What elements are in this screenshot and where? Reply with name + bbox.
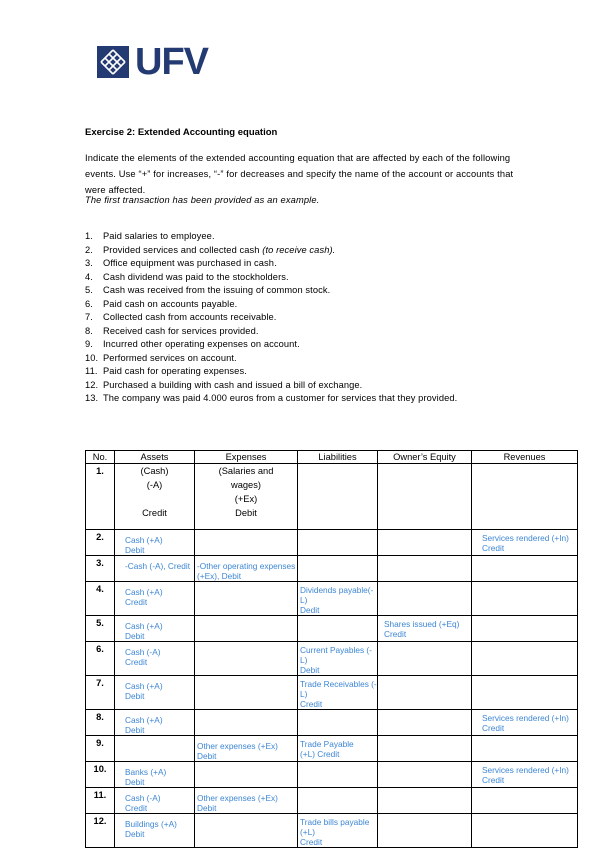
equity-cell xyxy=(378,710,472,736)
revenues-cell: Services rendered (+In) Credit xyxy=(472,762,578,788)
header-expenses: Expenses xyxy=(195,451,298,464)
table-row xyxy=(86,788,578,814)
revenues-cell xyxy=(472,676,578,710)
expenses-cell xyxy=(195,642,298,676)
table-row xyxy=(86,814,578,848)
revenues-cell: Services rendered (+In) Credit xyxy=(472,710,578,736)
revenues-cell xyxy=(472,556,578,582)
expenses-cell xyxy=(195,616,298,642)
row-number: 10. xyxy=(86,762,115,788)
list-item: 6. Paid cash on accounts payable. xyxy=(85,298,238,309)
liabilities-cell xyxy=(298,762,378,788)
equation-table xyxy=(85,450,578,848)
revenues-cell xyxy=(472,642,578,676)
liabilities-cell xyxy=(298,788,378,814)
equity-cell xyxy=(378,556,472,582)
assets-cell: Banks (+A) Debit xyxy=(115,762,195,788)
liabilities-cell: Trade Payable (+L) Credit xyxy=(298,736,378,762)
revenues-cell xyxy=(472,464,578,530)
assets-cell: (Cash) (-A) Credit xyxy=(115,464,195,530)
instructions: Indicate the elements of the extended accounting equation that are affected by each of the following events. Use “+” for increases, “-” for decreases and specify the name of the account or accounts that were affected. xyxy=(85,153,514,195)
assets-cell: Cash (+A) Debit xyxy=(115,710,195,736)
row-number: 2. xyxy=(86,530,115,556)
expenses-cell xyxy=(195,530,298,556)
header-liabilities: Liabilities xyxy=(298,451,378,464)
assets-cell: Cash (+A) Debit xyxy=(115,676,195,710)
example-note: The first transaction has been provided as an example. xyxy=(85,195,320,205)
expenses-cell: -Other operating expenses (+Ex), Debit xyxy=(195,556,298,582)
expenses-cell: Other expenses (+Ex) Debit xyxy=(195,736,298,762)
revenues-cell xyxy=(472,736,578,762)
exercise-title: Exercise 2: Extended Accounting equation xyxy=(85,127,278,138)
list-item: 7. Collected cash from accounts receivable. xyxy=(85,312,277,322)
liabilities-cell xyxy=(298,710,378,736)
equity-cell xyxy=(378,814,472,848)
equity-cell xyxy=(378,464,472,530)
assets-cell: Cash (+A) Credit xyxy=(115,582,195,616)
expenses-cell: Other expenses (+Ex) Debit xyxy=(195,788,298,814)
list-item: 11. Paid cash for operating expenses. xyxy=(85,366,247,376)
list-item: 1. Paid salaries to employee. xyxy=(85,231,215,241)
list-item: 9. Incurred other operating expenses on account. xyxy=(85,339,300,349)
equity-cell: Shares issued (+Eq) Credit xyxy=(378,616,472,642)
table-row xyxy=(86,582,578,616)
equity-cell xyxy=(378,530,472,556)
table-row xyxy=(86,464,578,530)
table-row xyxy=(86,530,578,556)
table-row xyxy=(86,556,578,582)
row-number: 6. xyxy=(86,642,115,676)
assets-cell: -Cash (-A), Credit xyxy=(115,556,195,582)
assets-cell xyxy=(115,736,195,762)
table-row xyxy=(86,676,578,710)
table-row xyxy=(86,642,578,676)
logo-text: UFV xyxy=(135,41,208,83)
equity-cell xyxy=(378,676,472,710)
row-number: 9. xyxy=(86,736,115,762)
liabilities-cell xyxy=(298,530,378,556)
header-assets: Assets xyxy=(115,451,195,464)
assets-cell: Cash (-A) Credit xyxy=(115,788,195,814)
expenses-cell: (Salaries and wages) (+Ex) Debit xyxy=(195,464,298,530)
assets-cell: Cash (-A) Credit xyxy=(115,642,195,676)
list-item: 2. Provided services and collected cash (to receive cash). xyxy=(85,244,336,255)
expenses-cell xyxy=(195,710,298,736)
row-number: 7. xyxy=(86,676,115,710)
table-row xyxy=(86,616,578,642)
revenues-cell: Services rendered (+In) Credit xyxy=(472,530,578,556)
liabilities-cell: Dividends payable(-L) Dedit xyxy=(298,582,378,616)
row-number: 1. xyxy=(86,464,115,530)
row-number: 3. xyxy=(86,556,115,582)
equity-cell xyxy=(378,788,472,814)
expenses-cell xyxy=(195,762,298,788)
liabilities-cell xyxy=(298,464,378,530)
table-row xyxy=(86,710,578,736)
list-item: 13. The company was paid 4.000 euros from a customer for services that they provided. xyxy=(85,393,458,403)
equity-cell xyxy=(378,736,472,762)
ufv-logo-mark-icon xyxy=(97,46,129,78)
table-row xyxy=(86,736,578,762)
revenues-cell xyxy=(472,814,578,848)
expenses-cell xyxy=(195,676,298,710)
events-list xyxy=(85,230,457,406)
list-item: 12. Purchased a building with cash and issued a bill of exchange. xyxy=(85,379,363,390)
assets-cell: Buildings (+A) Debit xyxy=(115,814,195,848)
revenues-cell xyxy=(472,616,578,642)
liabilities-cell xyxy=(298,616,378,642)
equity-cell xyxy=(378,762,472,788)
header-no: No. xyxy=(86,451,115,464)
liabilities-cell xyxy=(298,556,378,582)
liabilities-cell: Current Payables (-L) Debit xyxy=(298,642,378,676)
row-number: 4. xyxy=(86,582,115,616)
list-item: 3. Office equipment was purchased in cash. xyxy=(85,258,277,268)
expenses-cell xyxy=(195,582,298,616)
list-item: 5. Cash was received from the issuing of common stock. xyxy=(85,285,331,295)
table-row xyxy=(86,762,578,788)
row-number: 8. xyxy=(86,710,115,736)
row-number: 12. xyxy=(86,814,115,848)
liabilities-cell: Trade bills payable (+L) Credit xyxy=(298,814,378,848)
list-item: 8. Received cash for services provided. xyxy=(85,325,259,336)
revenues-cell xyxy=(472,582,578,616)
table-header-row xyxy=(86,451,578,464)
row-number: 5. xyxy=(86,616,115,642)
list-item: 4. Cash dividend was paid to the stockholders. xyxy=(85,271,289,282)
revenues-cell xyxy=(472,788,578,814)
row-number: 11. xyxy=(86,788,115,814)
assets-cell: Cash (+A) Debit xyxy=(115,530,195,556)
header-revenues: Revenues xyxy=(472,451,578,464)
liabilities-cell: Trade Receivables (-L) Credit xyxy=(298,676,378,710)
list-item: 10. Performed services on account. xyxy=(85,352,237,363)
header-owners-equity: Owner’s Equity xyxy=(378,451,472,464)
equity-cell xyxy=(378,642,472,676)
ufv-logo xyxy=(97,41,208,83)
expenses-cell xyxy=(195,814,298,848)
assets-cell: Cash (+A) Debit xyxy=(115,616,195,642)
equity-cell xyxy=(378,582,472,616)
